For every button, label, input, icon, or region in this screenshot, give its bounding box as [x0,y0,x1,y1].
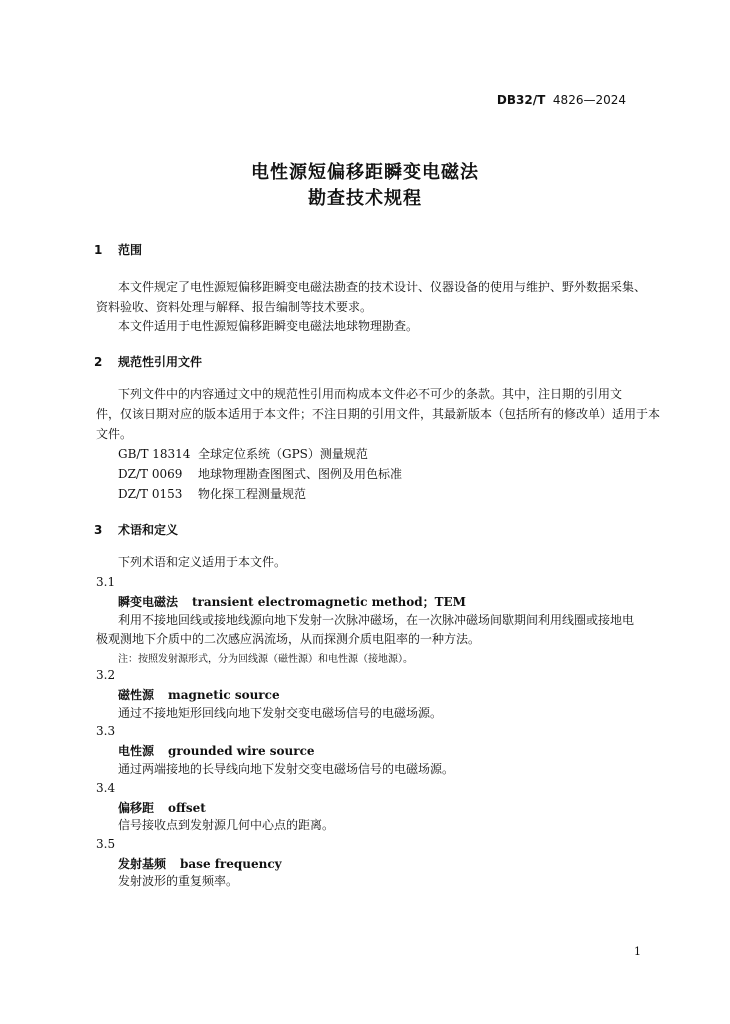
term-number: 3.3 [96,724,116,738]
term-heading: 偏移距 offset [118,801,206,815]
term-number: 3.4 [96,781,116,795]
section-2-paragraph: 文件。 [96,427,133,441]
term-definition: 发射波形的重复频率。 [118,874,239,888]
section-3-heading: 3 术语和定义 [94,523,179,537]
section-1-paragraph: 资料验收、资料处理与解释、报告编制等技术要求。 [96,300,373,314]
reference-item: DZ/T 0069 地球物理勘查图图式、图例及用色标准 [118,467,403,481]
document-title-line2: 勘查技术规程 [308,188,422,209]
term-number: 3.1 [96,575,116,589]
term-definition: 利用不接地回线或接地线源向地下发射一次脉冲磁场，在一次脉冲磁场间歇期间利用线圈或接地电 [118,613,635,627]
section-1-paragraph: 本文件适用于电性源短偏移距瞬变电磁法地球物理勘查。 [118,319,419,333]
term-definition: 信号接收点到发射源几何中心点的距离。 [118,818,335,832]
term-heading: 磁性源 magnetic source [118,688,280,702]
section-2-paragraph: 件，仅该日期对应的版本适用于本文件；不注日期的引用文件，其最新版本（包括所有的修改单）适用于本 [96,407,661,421]
section-1-paragraph: 本文件规定了电性源短偏移距瞬变电磁法勘查的技术设计、仪器设备的使用与维护、野外数据采集、 [118,280,647,294]
section-2-heading: 2 规范性引用文件 [94,355,203,369]
term-heading: 电性源 grounded wire source [118,744,315,758]
document-title-line1: 电性源短偏移距瞬变电磁法 [251,162,479,183]
section-3-intro: 下列术语和定义适用于本文件。 [118,555,287,569]
term-heading: 发射基频 base frequency [118,857,282,871]
section-1-heading: 1 范围 [94,243,143,257]
reference-item: DZ/T 0153 物化探工程测量规范 [118,487,307,501]
page-number: 1 [634,945,641,958]
term-number: 3.2 [96,668,116,682]
term-note: 注：按照发射源形式，分为回线源（磁性源）和电性源（接地源）。 [118,654,413,665]
section-2-paragraph: 下列文件中的内容通过文中的规范性引用而构成本文件必不可少的条款。其中，注日期的引用文 [118,387,623,401]
term-definition: 通过两端接地的长导线向地下发射交变电磁场信号的电磁场源。 [118,762,455,776]
term-definition: 通过不接地矩形回线向地下发射交变电磁场信号的电磁场源。 [118,706,443,720]
term-definition: 极观测地下介质中的二次感应涡流场，从而探测介质电阻率的一种方法。 [96,632,481,646]
document-code: DB32/T 4826—2024 [496,93,626,107]
term-heading: 瞬变电磁法 transient electromagnetic method；TEM [118,595,466,609]
reference-item: GB/T 18314 全球定位系统（GPS）测量规范 [118,447,368,461]
term-number: 3.5 [96,837,116,851]
